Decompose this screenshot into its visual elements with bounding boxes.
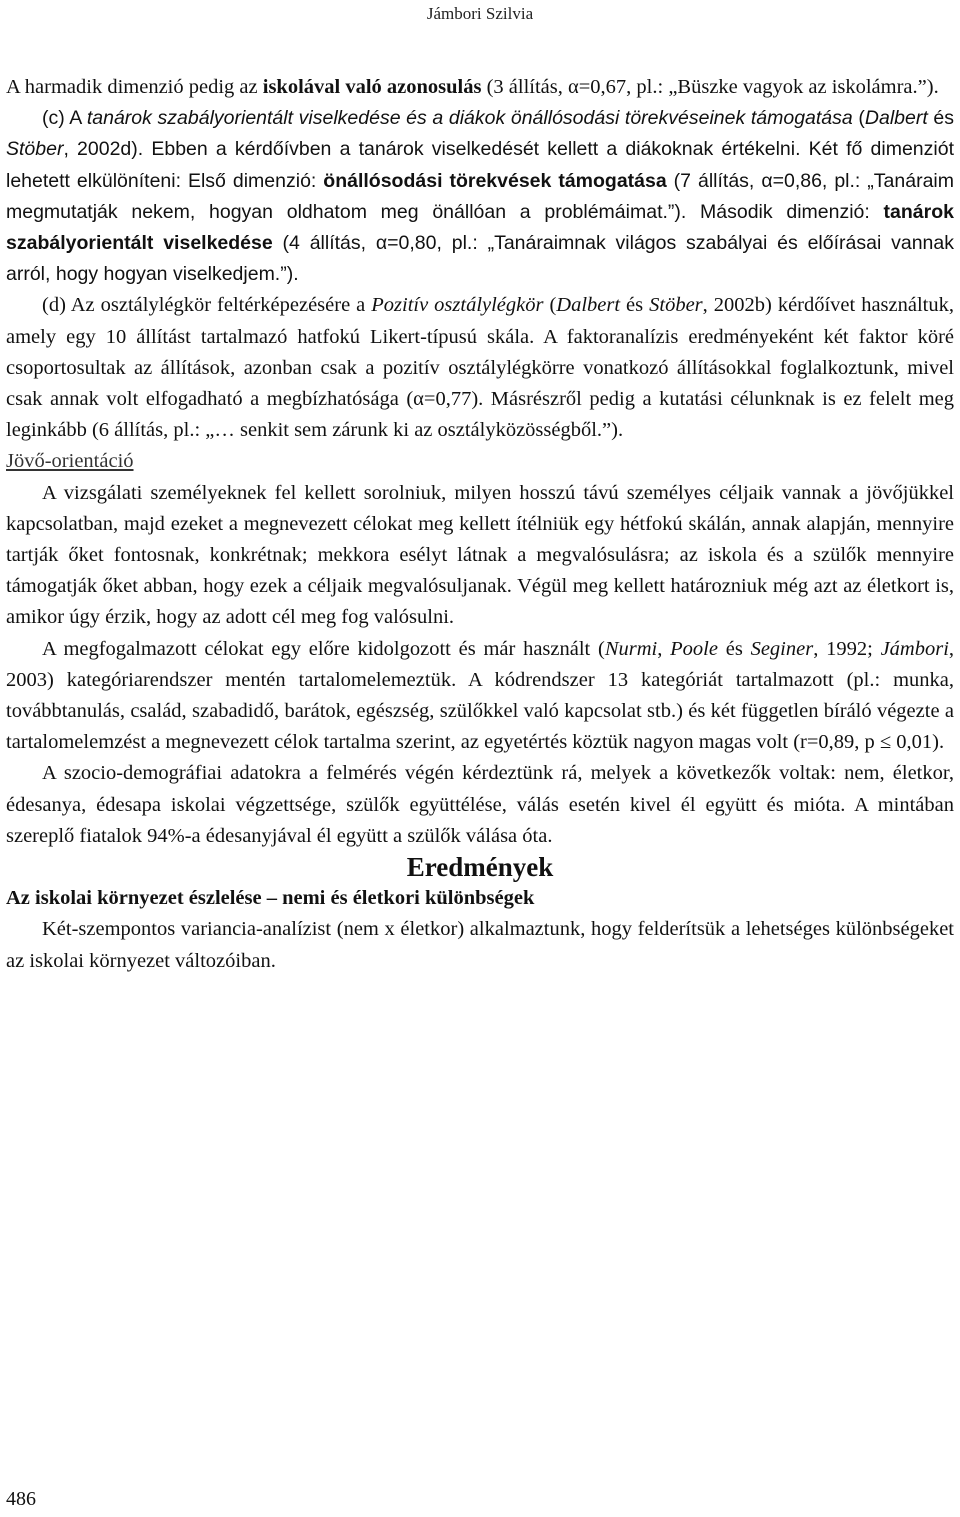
running-header: Jámbori Szilvia [426, 4, 534, 23]
bold-term: iskolával való azonosulás [262, 76, 482, 98]
paragraph-anova: Két-szempontos variancia-analízist (nem x életkor) alkalmaztunk, hogy felderítsük a lehetséges különbségeket az iskolai környezet változóiban. [6, 918, 954, 972]
text-run: , 2003) kategóriarendszer mentén tartalomelemeztük. A kódrendszer 13 kategóriát tartalmazott (pl.: munka, továbbtanulás, család, szabadidő, barátok, egészség, szülőkkel való kapcsolat stb.) és két független bíráló végezte a tartalomelemzést a megnevezett célok tartalma szerint, az egyetértés köztük nagyon magas volt (r=0,89, p ≤ 0,01). [6, 637, 955, 754]
text-run: , [657, 637, 671, 660]
paragraph-teacher-behavior [6, 103, 954, 290]
citation-author: Poole [670, 637, 718, 660]
paragraph-demographics: A szocio-demográfiai adatokra a felmérés végén kérdeztünk rá, melyek a következők voltak: nem, életkor, édesanya, édesapa iskolai végzettsége, szülők együttélése, válás esetén kivel él együtt és mióta. A mintában szereplő fiatalok 94%-a édesanyjával él együtt a szülők válása óta. [6, 762, 954, 847]
page-number: 486 [6, 1488, 36, 1510]
paragraph-identification [6, 72, 954, 103]
citation-author: Seginer [750, 637, 814, 660]
citation-author: Stöber [649, 294, 703, 317]
citation-author: Dalbert [864, 107, 928, 130]
chapter-heading: Eredmények [406, 852, 554, 883]
text-run: , 1992; [813, 637, 881, 660]
citation-author: Jámbori [880, 637, 949, 660]
subsection-heading: Az iskolai környezet észlelése – nemi és életkori különbségek [6, 887, 535, 910]
italic-term: Pozitív osztálylégkör [371, 294, 544, 317]
text-run: (3 állítás, α=0,67, pl.: „Büszke vagyok az iskolámra.”). [481, 76, 939, 98]
document-body [6, 72, 954, 977]
bold-term: tanárok szabályorientált viselkedése [6, 200, 954, 255]
text-run: (7 állítás, α=0,86, pl.: „Tanáraim megmutatják nekem, hogyan oldhatom meg önállóan a problémáimat.”). Második dimenzió: [6, 169, 954, 223]
text-run: , 2002b) kérdőívet használtuk, amely egy 10 állítást tartalmazó hatfokú Likert-típusú skála. A faktoranalízis eredményeként két faktor köré csoportosultak az állítások, azonban csak a pozitív osztálylégkörre vonatkozó állításokkal foglalkoztunk, mivel csak annak volt elfogadható a megbízhatósága (α=0,77). Másrészről pedig a kutatási célunknak is ez felelt meg leginkább (6 állítás, pl.: „… senkit sem zárunk ki az osztályközösségből.”). [6, 294, 954, 442]
citation-author: Nurmi [604, 637, 658, 660]
text-run: és [717, 637, 751, 660]
citation-author: Stöber [6, 138, 64, 161]
text-run: és [620, 294, 650, 317]
paragraph-future-goals: A vizsgálati személyeknek fel kellett sorolniuk, milyen hosszú távú személyes céljaik vannak a jövőjükkel kapcsolatban, majd ezeket a megnevezett célokat meg kellett ítélniük egy hétfokú skálán, annak alapján, mennyire tartják őket fontosnak, konkrétnak; mekkora esélyt látnak a megvalósulásra; az iskola és a szülők mennyire támogatják őket abban, hogy ezek a céljaik megvalósuljanak. Végül meg kellett határozniuk még azt az életkort is, amikor úgy érzik, hogy az adott cél meg fog valósulni. [6, 481, 954, 629]
citation-author: Dalbert [556, 294, 621, 317]
text-run: (4 állítás, α=0,80, pl.: „Tanáraimnak világos szabályai és előírásai vannak arról, hogy hogyan viselkedjem.”). [6, 232, 954, 286]
paragraph-coding [6, 634, 954, 759]
text-run: ( [543, 294, 557, 317]
bold-term: önállósodási törekvések támogatása [323, 169, 667, 192]
text-run: (c) A [42, 107, 87, 130]
section-title: Jövő-orientáció [6, 450, 134, 473]
text-run: (d) Az osztálylégkör feltérképezésére a [42, 294, 372, 317]
text-run: , 2002d). Ebben a kérdőívben a tanárok viselkedését kellett a diákoknak értékelni. Két fő dimenziót lehetett elkülöníteni: Első dimenzió: [6, 138, 954, 192]
text-run: ( [852, 107, 865, 130]
text-run: és [927, 107, 954, 130]
text-run: A harmadik dimenzió pedig az [6, 76, 263, 98]
italic-term: tanárok szabályorientált viselkedése és a diákok önállósodási törekvéseinek támogatása [86, 107, 853, 130]
text-run: A megfogalmazott célokat egy előre kidolgozott és már használt ( [42, 637, 605, 660]
paragraph-class-climate [6, 290, 954, 446]
